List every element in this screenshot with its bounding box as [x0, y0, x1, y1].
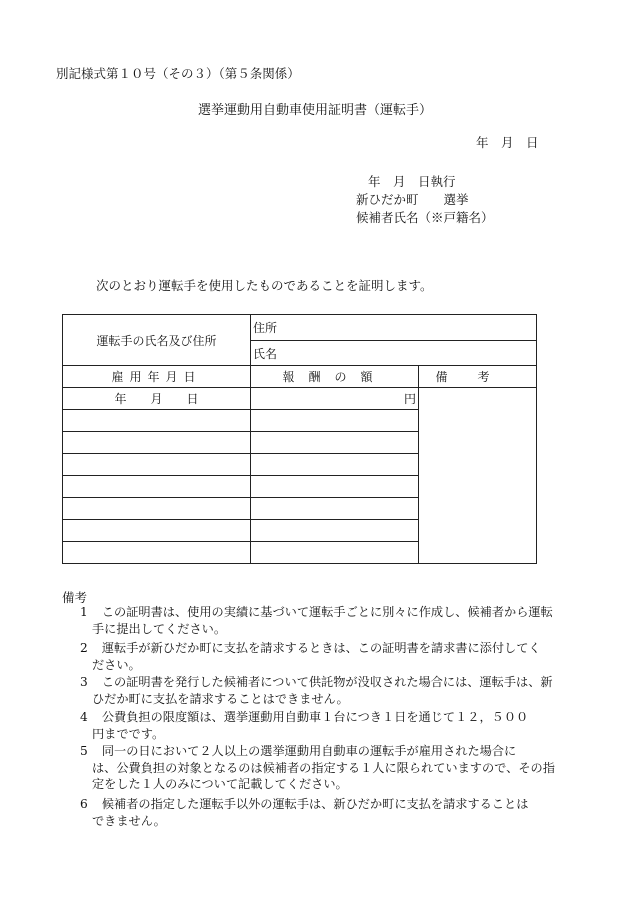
- note-text: は、公費負担の対象となるのは候補者の指定する１人に限られていますので、その指: [92, 760, 555, 775]
- address-field[interactable]: 住所: [251, 315, 537, 341]
- note-item: [80, 743, 585, 793]
- driver-name-address-label: 運転手の氏名及び住所: [63, 315, 251, 366]
- pay-cell[interactable]: [251, 520, 419, 542]
- note-number: 4: [80, 710, 88, 724]
- note-text: できません。: [92, 813, 166, 828]
- document-title: 選挙運動用自動車使用証明書（運転手）: [197, 103, 432, 118]
- candidate-name: 候補者氏名（※戸籍名）: [356, 210, 494, 225]
- hire-date-cell[interactable]: 年 月 日: [63, 388, 251, 410]
- certification-statement: 次のとおり運転手を使用したものであることを証明します。: [96, 278, 433, 293]
- note-number: 6: [80, 797, 88, 811]
- note-number: 1: [80, 605, 88, 619]
- header-remarks: 備考: [419, 366, 537, 388]
- execution-date: 年 月 日執行: [368, 174, 456, 189]
- note-item: [80, 674, 585, 707]
- pay-cell[interactable]: [251, 410, 419, 432]
- hire-date-cell[interactable]: [63, 454, 251, 476]
- pay-cell[interactable]: [251, 476, 419, 498]
- name-field[interactable]: 氏名: [251, 341, 537, 366]
- driver-table: [62, 314, 537, 564]
- pay-cell[interactable]: [251, 432, 419, 454]
- note-text: ださい。: [92, 657, 141, 672]
- town-election: 新ひだか町 選挙: [356, 192, 469, 207]
- note-item: [80, 709, 585, 742]
- pay-cell[interactable]: [251, 542, 419, 564]
- hire-date-cell[interactable]: [63, 542, 251, 564]
- issue-date: 年 月 日: [476, 135, 539, 150]
- pay-cell[interactable]: [251, 454, 419, 476]
- note-item: [80, 640, 585, 673]
- notes-title: 備考: [62, 590, 88, 605]
- pay-cell[interactable]: 円: [251, 388, 419, 410]
- hire-date-cell[interactable]: [63, 410, 251, 432]
- note-text: 公費負担の限度額は、選挙運動用自動車１台につき１日を通じて１２，５００: [101, 710, 529, 724]
- note-text: 円までです。: [92, 726, 165, 741]
- hire-date-cell[interactable]: [63, 432, 251, 454]
- note-text: この証明書は、使用の実績に基づいて運転手ごとに別々に作成し、候補者から運転: [101, 605, 553, 619]
- note-item: [80, 796, 585, 829]
- note-text: この証明書を発行した候補者について供託物が没収された場合には、運転手は、新: [101, 675, 553, 689]
- header-pay: 報酬の額: [251, 366, 419, 388]
- remarks-cell[interactable]: [419, 388, 537, 564]
- note-text: 手に提出してください。: [92, 621, 227, 636]
- hire-date-cell[interactable]: [63, 498, 251, 520]
- pay-cell[interactable]: [251, 498, 419, 520]
- note-text: ひだか町に支払を請求することはできません。: [92, 691, 349, 706]
- hire-date-cell[interactable]: [63, 520, 251, 542]
- note-text: 同一の日において２人以上の選挙運動用自動車の運転手が雇用された場合に: [101, 744, 517, 758]
- note-number: 5: [80, 744, 88, 758]
- note-text: 候補者の指定した運転手以外の運転手は、新ひだか町に支払を請求することは: [101, 797, 529, 811]
- note-text: 運転手が新ひだか町に支払を請求するときは、この証明書を請求書に添付してく: [101, 641, 541, 655]
- form-number: 別記様式第１０号（その３）（第５条関係）: [56, 66, 300, 81]
- note-number: 3: [80, 675, 88, 689]
- note-item: [80, 604, 585, 637]
- note-text: 定をした１人のみについて記載してください。: [92, 777, 348, 791]
- hire-date-cell[interactable]: [63, 476, 251, 498]
- note-number: 2: [80, 641, 88, 655]
- header-hire-date: 雇用年月日: [63, 366, 251, 388]
